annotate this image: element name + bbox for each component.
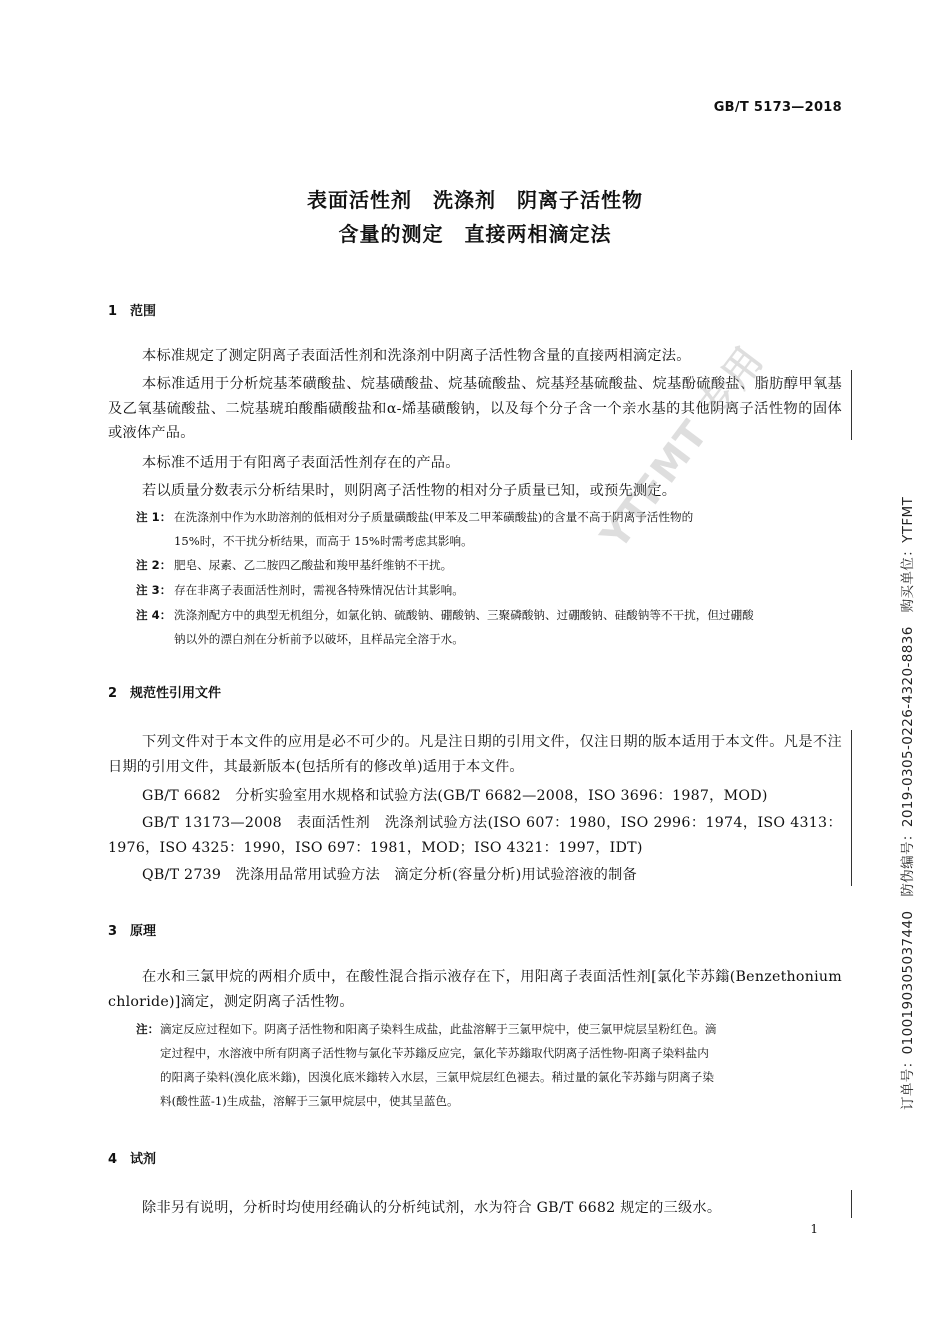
section-1-note-2 <box>136 553 842 577</box>
reference-gbt-13173: GB/T 13173—2008 表面活性剂 洗涤剂试验方法(ISO 607：1980，ISO 2996：1974，ISO 4313：1976，ISO 4325：1990，ISO 697：1981，MOD；ISO 4321：1997，IDT) <box>108 815 842 856</box>
margin-change-bar <box>851 370 852 440</box>
section-3-paragraph-1: 在水和三氯甲烷的两相介质中，在酸性混合指示液存在下，用阳离子表面活性剂[氯化苄苏鎓(Benzethonium chloride)]滴定，测定阴离子活性物。 <box>108 969 842 1010</box>
note-text-continued: 15%时，不干扰分析结果，而高于 15%时需考虑其影响。 <box>174 534 473 548</box>
section-4-heading: 4 试剂 <box>108 1152 157 1167</box>
note-text-continued: 钠以外的漂白剂在分析前予以破坏，且样品完全溶于水。 <box>174 632 464 646</box>
standard-number: GB/T 5173—2018 <box>713 100 842 115</box>
order-info-side-text: 订单号：0100190305037440 防伪编号：2019-0305-0226-4320-8836 购买单位：YTFMT <box>900 496 916 1110</box>
reference-gbt-6682: GB/T 6682 分析实验室用水规格和试验方法(GB/T 6682—2008，ISO 3696：1987，MOD) <box>142 788 768 804</box>
section-3-note <box>136 1017 842 1113</box>
section-1-paragraph-3: 本标准不适用于有阳离子表面活性剂存在的产品。 <box>142 455 460 471</box>
note-text-continued: 定过程中，水溶液中所有阴离子活性物与氯化苄苏鎓反应完，氯化苄苏鎓取代阴离子活性物-阳离子染料盐内 <box>160 1046 709 1060</box>
section-1-paragraph-1: 本标准规定了测定阴离子表面活性剂和洗涤剂中阴离子活性物含量的直接两相滴定法。 <box>142 348 691 364</box>
watermark: YTFMT 专用 <box>592 338 772 557</box>
section-1-note-3 <box>136 578 842 602</box>
section-1-note-1 <box>136 505 842 553</box>
note-label: 注： <box>136 1022 160 1036</box>
note-label: 注 3： <box>136 583 172 597</box>
note-text: 洗涤剂配方中的典型无机组分，如氯化钠、硫酸钠、硼酸钠、三聚磷酸钠、过硼酸钠、硅酸钠等不干扰，但过硼酸 <box>174 608 754 622</box>
note-text: 存在非离子表面活性剂时，需视各特殊情况估计其影响。 <box>174 583 464 597</box>
note-text: 肥皂、尿素、乙二胺四乙酸盐和羧甲基纤维钠不干扰。 <box>174 558 453 572</box>
note-text: 滴定反应过程如下。阴离子活性物和阳离子染料生成盐，此盐溶解于三氯甲烷中，使三氯甲烷层呈粉红色。滴 <box>160 1022 717 1036</box>
document-title-line-1: 表面活性剂 洗涤剂 阴离子活性物 <box>307 188 643 212</box>
reference-qbt-2739: QB/T 2739 洗涤用品常用试验方法 滴定分析(容量分析)用试验溶液的制备 <box>142 867 637 883</box>
note-label: 注 4： <box>136 608 172 622</box>
section-1-paragraph-2: 本标准适用于分析烷基苯磺酸盐、烷基磺酸盐、烷基硫酸盐、烷基羟基硫酸盐、烷基酚硫酸盐、脂肪醇甲氧基及乙氧基硫酸盐、二烷基琥珀酸酯磺酸盐和α-烯基磺酸钠，以及每个分子含一个亲水基的其他阴离子活性物的固体或液体产品。 <box>108 376 842 441</box>
note-text-continued: 料(酸性蓝-1)生成盐，溶解于三氯甲烷层中，使其呈蓝色。 <box>160 1094 459 1108</box>
note-text-continued: 的阳离子染料(溴化底米鎓)，因溴化底米鎓转入水层，三氯甲烷层红色褪去。稍过量的氯化苄苏鎓与阴离子染 <box>160 1070 714 1084</box>
note-label: 注 1： <box>136 510 172 524</box>
note-label: 注 2： <box>136 558 172 572</box>
section-2-heading: 2 规范性引用文件 <box>108 686 222 701</box>
section-4-paragraph-1: 除非另有说明，分析时均使用经确认的分析纯试剂，水为符合 GB/T 6682 规定的三级水。 <box>142 1200 722 1216</box>
document-title-line-2: 含量的测定 直接两相滴定法 <box>338 222 612 246</box>
note-text: 在洗涤剂中作为水助溶剂的低相对分子质量磺酸盐(甲苯及二甲苯磺酸盐)的含量不高于阴离子活性物的 <box>174 510 694 524</box>
page-number: 1 <box>810 1222 818 1236</box>
margin-change-bar <box>851 730 852 886</box>
section-1-paragraph-4: 若以质量分数表示分析结果时，则阴离子活性物的相对分子质量已知，或预先测定。 <box>142 483 677 499</box>
section-1-note-4 <box>136 603 842 651</box>
section-2-paragraph-1: 下列文件对于本文件的应用是必不可少的。凡是注日期的引用文件，仅注日期的版本适用于本文件。凡是不注日期的引用文件，其最新版本(包括所有的修改单)适用于本文件。 <box>108 734 842 775</box>
section-3-heading: 3 原理 <box>108 924 157 939</box>
section-1-heading: 1 范围 <box>108 304 157 319</box>
margin-change-bar <box>851 1190 852 1218</box>
